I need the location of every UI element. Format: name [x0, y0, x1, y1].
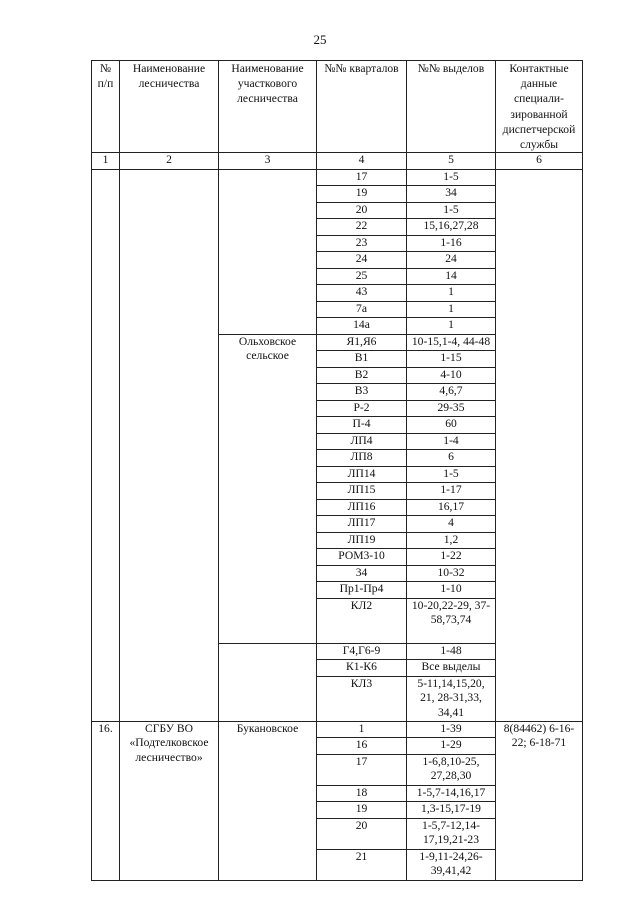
- quarter-cell: 14а: [317, 318, 407, 335]
- allotment-cell: 10-32: [407, 565, 496, 582]
- allotment-cell: 4: [407, 516, 496, 533]
- quarter-cell: 23: [317, 235, 407, 252]
- allotment-cell: 1-6,8,10-25, 27,28,30: [407, 754, 496, 785]
- allotment-cell: 1,3-15,17-19: [407, 802, 496, 819]
- allotment-cell: 4-10: [407, 367, 496, 384]
- allotment-cell: 1-9,11-24,26-39,41,42: [407, 849, 496, 880]
- quarter-cell: 22: [317, 219, 407, 236]
- entry-number: 16.: [92, 721, 120, 880]
- col-number: 3: [219, 153, 317, 170]
- quarter-cell: ЛП16: [317, 499, 407, 516]
- quarter-cell: КЛ3: [317, 676, 407, 721]
- col-number: 6: [496, 153, 583, 170]
- allotment-cell: 16,17: [407, 499, 496, 516]
- page-number: 25: [313, 32, 327, 47]
- allotment-cell: 1-5,7-14,16,17: [407, 785, 496, 802]
- column-numbers-row: [92, 153, 583, 170]
- forestry-dispatch-table: [91, 60, 583, 881]
- allotment-cell: 4,6,7: [407, 384, 496, 401]
- table-row: [92, 721, 583, 738]
- header-district: Наименование участкового лесничества: [219, 61, 317, 153]
- header-forestry: Наименование лесничества: [120, 61, 219, 153]
- forestry-cell-empty: [120, 169, 219, 721]
- allotment-cell: 1-17: [407, 483, 496, 500]
- quarter-cell: ЛП14: [317, 466, 407, 483]
- header-allotments: №№ выделов: [407, 61, 496, 153]
- allotment-cell: 5-11,14,15,20, 21, 28-31,33, 34,41: [407, 676, 496, 721]
- allotment-cell: 34: [407, 186, 496, 203]
- quarter-cell: 43: [317, 285, 407, 302]
- quarter-cell: 17: [317, 169, 407, 186]
- quarter-cell: П-4: [317, 417, 407, 434]
- allotment-cell: 1: [407, 285, 496, 302]
- quarter-cell: 21: [317, 849, 407, 880]
- allotment-cell: 1-5,7-12,14-17,19,21-23: [407, 818, 496, 849]
- allotment-cell: 15,16,27,28: [407, 219, 496, 236]
- district-cell-empty: [219, 643, 317, 721]
- quarter-cell: В1: [317, 351, 407, 368]
- allotment-cell: 29-35: [407, 400, 496, 417]
- quarter-cell: ЛП8: [317, 450, 407, 467]
- allotment-cell: 1-5: [407, 202, 496, 219]
- table-row: [92, 169, 583, 186]
- num-cell-empty: [92, 169, 120, 721]
- quarter-cell: ЛП15: [317, 483, 407, 500]
- contacts-cell-empty: [496, 169, 583, 721]
- header-quarters: №№ кварталов: [317, 61, 407, 153]
- quarter-cell: ЛП19: [317, 532, 407, 549]
- quarter-cell: 24: [317, 252, 407, 269]
- quarter-cell: В2: [317, 367, 407, 384]
- quarter-cell: 20: [317, 202, 407, 219]
- quarter-cell: КЛ2: [317, 598, 407, 643]
- col-number: 4: [317, 153, 407, 170]
- quarter-cell: 34: [317, 565, 407, 582]
- allotment-cell: 1-29: [407, 738, 496, 755]
- quarter-cell: 16: [317, 738, 407, 755]
- allotment-cell: 1-5: [407, 169, 496, 186]
- quarter-cell: К1-К6: [317, 660, 407, 677]
- quarter-cell: ЛП17: [317, 516, 407, 533]
- quarter-cell: Я1,Я6: [317, 334, 407, 351]
- quarter-cell: 7а: [317, 301, 407, 318]
- quarter-cell: Пр1-Пр4: [317, 582, 407, 599]
- allotment-cell: 1-15: [407, 351, 496, 368]
- col-number: 1: [92, 153, 120, 170]
- quarter-cell: Р-2: [317, 400, 407, 417]
- quarter-cell: 20: [317, 818, 407, 849]
- quarter-cell: 19: [317, 186, 407, 203]
- allotment-cell: 10-20,22-29, 37-58,73,74: [407, 598, 496, 643]
- quarter-cell: 17: [317, 754, 407, 785]
- allotment-cell: 1-39: [407, 721, 496, 738]
- allotment-cell: 24: [407, 252, 496, 269]
- allotment-cell: 1,2: [407, 532, 496, 549]
- allotment-cell: 1: [407, 301, 496, 318]
- allotment-cell: 1-10: [407, 582, 496, 599]
- quarter-cell: В3: [317, 384, 407, 401]
- district-cell: Букановское: [219, 721, 317, 880]
- district-cell-empty: [219, 169, 317, 334]
- allotment-cell: 1-5: [407, 466, 496, 483]
- col-number: 5: [407, 153, 496, 170]
- quarter-cell: 1: [317, 721, 407, 738]
- contacts-cell: 8(84462) 6-16-22; 6-18-71: [496, 721, 583, 880]
- allotment-cell: 1-16: [407, 235, 496, 252]
- allotment-cell: 10-15,1-4, 44-48: [407, 334, 496, 351]
- quarter-cell: 19: [317, 802, 407, 819]
- allotment-cell: 14: [407, 268, 496, 285]
- col-number: 2: [120, 153, 219, 170]
- allotment-cell: 1-4: [407, 433, 496, 450]
- quarter-cell: 25: [317, 268, 407, 285]
- allotment-cell: 1: [407, 318, 496, 335]
- allotment-cell: 6: [407, 450, 496, 467]
- forestry-name: СГБУ ВО «Подтелковское лесничество»: [120, 721, 219, 880]
- quarter-cell: 18: [317, 785, 407, 802]
- allotment-cell: 1-48: [407, 643, 496, 660]
- quarter-cell: ЛП4: [317, 433, 407, 450]
- district-cell: Ольховское сельское: [219, 334, 317, 643]
- quarter-cell: Г4,Г6-9: [317, 643, 407, 660]
- quarter-cell: РОМ3-10: [317, 549, 407, 566]
- header-contacts: Контактные данные специали-зированной диспетчерской службы: [496, 61, 583, 153]
- header-row: [92, 61, 583, 153]
- allotment-cell: 60: [407, 417, 496, 434]
- header-num: № п/п: [92, 61, 120, 153]
- allotment-cell: Все выделы: [407, 660, 496, 677]
- allotment-cell: 1-22: [407, 549, 496, 566]
